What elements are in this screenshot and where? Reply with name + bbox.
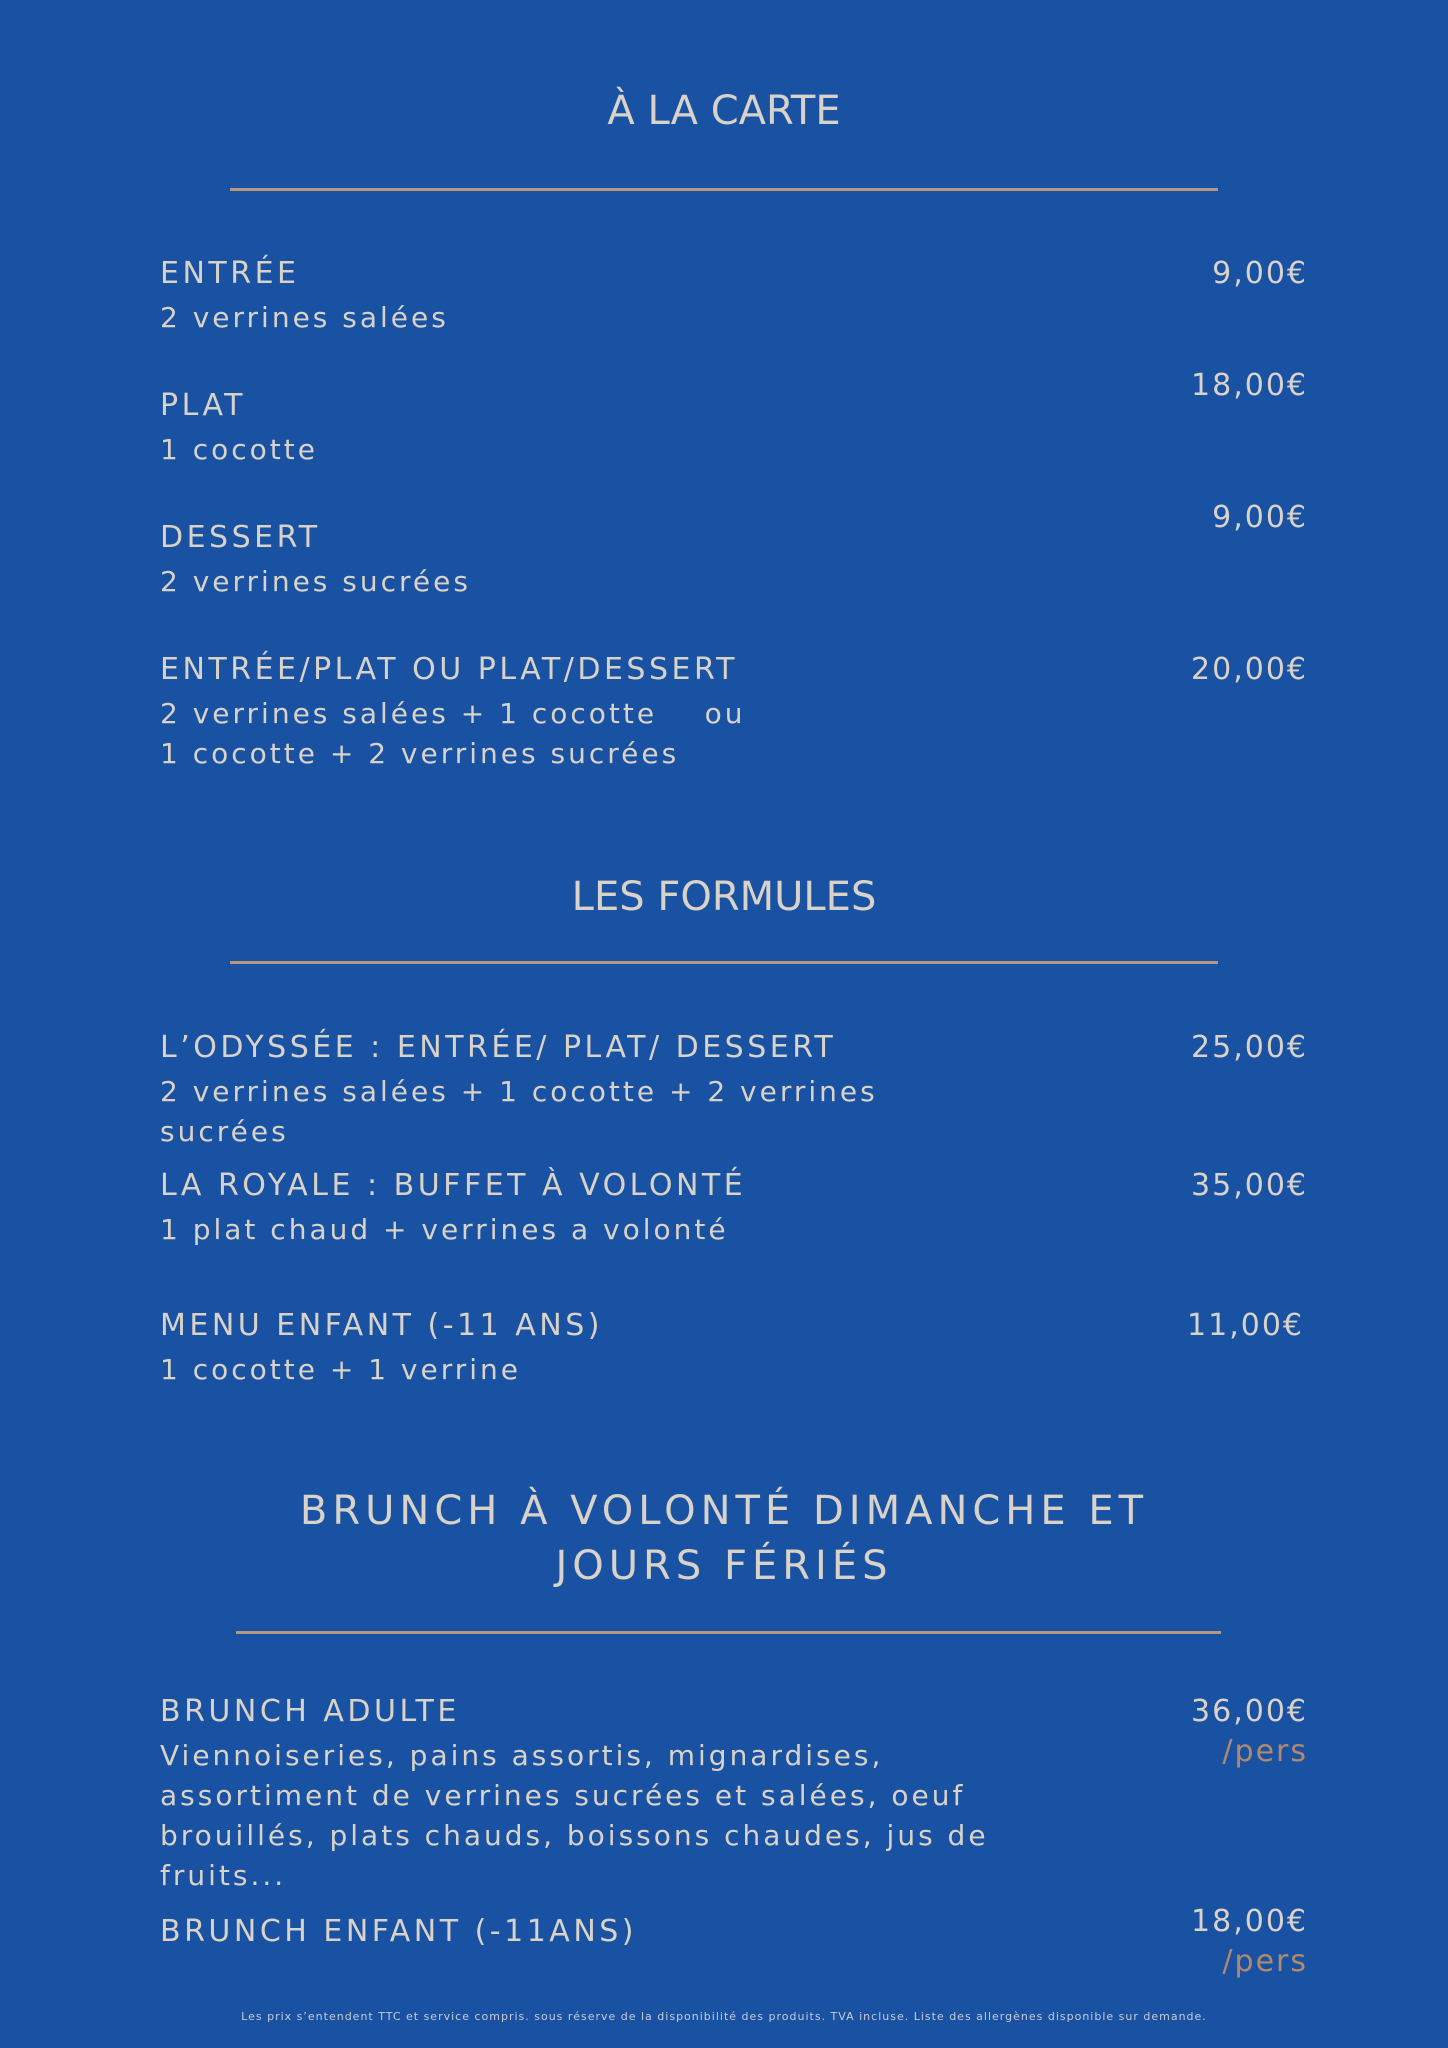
item-price-entree: 9,00€	[1212, 256, 1308, 291]
item-desc-dessert: 2 verrines sucrées	[160, 565, 471, 598]
item-price-brunch-adulte: 36,00€	[1191, 1694, 1308, 1729]
footer-note: Les prix s’entendent TTC et service compris. sous réserve de la disponibilité des produits. TVA incluse. Liste des allergènes disponible sur demande.	[241, 2010, 1207, 2023]
item-price-menu-enfant: 11,00€	[1187, 1308, 1304, 1343]
divider	[230, 188, 1218, 191]
item-desc-entree-plat-dessert-line1: 2 verrines salées + 1 cocotte ou	[160, 697, 746, 730]
divider	[230, 961, 1218, 964]
item-desc-odyssee-line2: sucrées	[160, 1115, 289, 1148]
item-desc-brunch-adulte-line1: Viennoiseries, pains assortis, mignardises,	[160, 1739, 884, 1772]
section-title-formules: LES FORMULES	[571, 874, 877, 920]
item-price-brunch-enfant: 18,00€	[1191, 1904, 1308, 1939]
divider	[236, 1631, 1221, 1634]
item-price-entree-plat-dessert: 20,00€	[1191, 652, 1308, 687]
item-desc-brunch-adulte-line4: fruits...	[160, 1859, 287, 1892]
section-title-a-la-carte: À LA CARTE	[607, 88, 841, 134]
item-name-plat: PLAT	[160, 388, 247, 423]
item-desc-royale: 1 plat chaud + verrines a volonté	[160, 1213, 729, 1246]
item-price-dessert: 9,00€	[1212, 500, 1308, 535]
item-price-plat: 18,00€	[1191, 368, 1308, 403]
item-unit-brunch-adulte: /pers	[1222, 1734, 1308, 1769]
item-name-entree-plat-dessert: ENTRÉE/PLAT OU PLAT/DESSERT	[160, 652, 738, 687]
item-desc-entree-plat-dessert-line2: 1 cocotte + 2 verrines sucrées	[160, 737, 680, 770]
item-name-dessert: DESSERT	[160, 520, 321, 555]
section-title-brunch-line2: JOURS FÉRIÉS	[555, 1543, 893, 1589]
item-name-menu-enfant: MENU ENFANT (-11 ANS)	[160, 1308, 603, 1343]
item-name-royale: LA ROYALE : BUFFET À VOLONTÉ	[160, 1168, 747, 1203]
item-name-brunch-enfant: BRUNCH ENFANT (-11ANS)	[160, 1914, 638, 1949]
item-name-brunch-adulte: BRUNCH ADULTE	[160, 1694, 460, 1729]
item-desc-odyssee-line1: 2 verrines salées + 1 cocotte + 2 verrines	[160, 1075, 878, 1108]
item-price-royale: 35,00€	[1191, 1168, 1308, 1203]
item-name-entree: ENTRÉE	[160, 256, 300, 291]
item-unit-brunch-enfant: /pers	[1222, 1944, 1308, 1979]
item-desc-brunch-adulte-line2: assortiment de verrines sucrées et salées, oeuf	[160, 1779, 966, 1812]
item-name-odyssee: L’ODYSSÉE : ENTRÉE/ PLAT/ DESSERT	[160, 1030, 837, 1065]
item-desc-entree: 2 verrines salées	[160, 301, 449, 334]
item-desc-menu-enfant: 1 cocotte + 1 verrine	[160, 1353, 522, 1386]
item-desc-brunch-adulte-line3: brouillés, plats chauds, boissons chaudes, jus de	[160, 1819, 989, 1852]
item-desc-plat: 1 cocotte	[160, 433, 318, 466]
section-title-brunch-line1: BRUNCH À VOLONTÉ DIMANCHE ET	[299, 1488, 1149, 1534]
item-price-odyssee: 25,00€	[1191, 1030, 1308, 1065]
